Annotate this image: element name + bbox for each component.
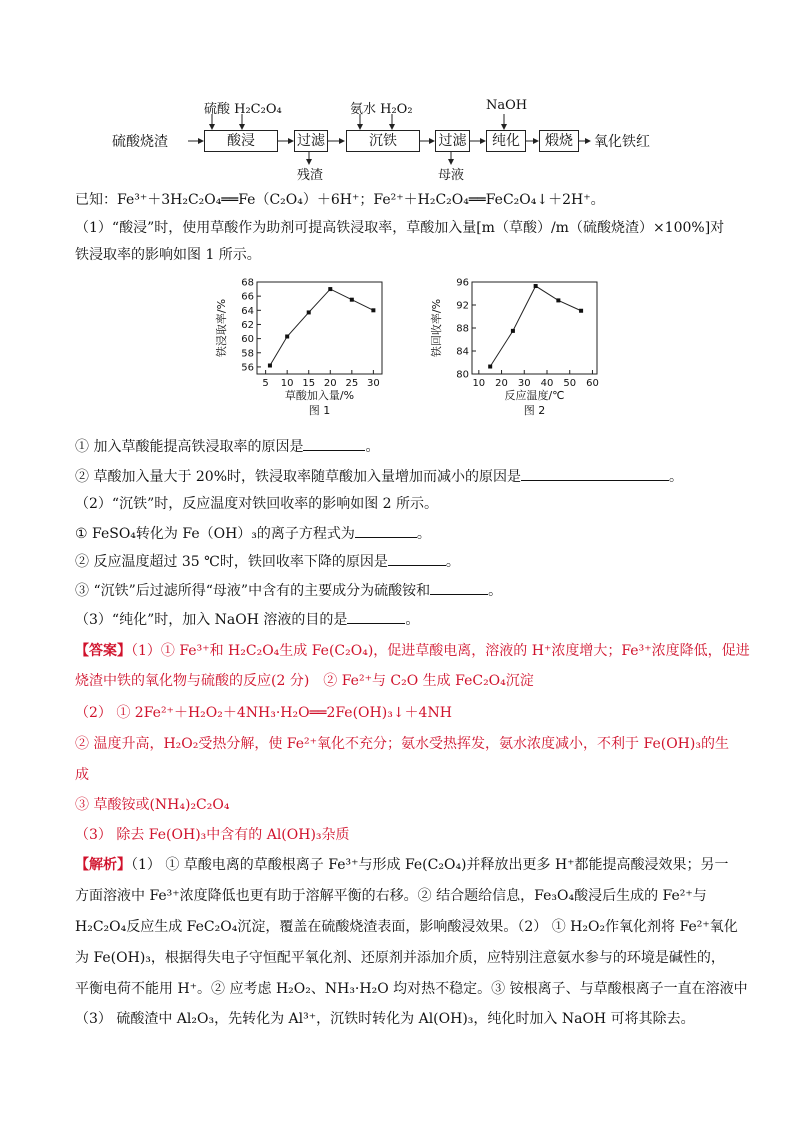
figure-caption: 图 2 [523, 404, 546, 417]
answer-line-6: ③ 草酸铵或(NH₄)₂C₂O₄ [75, 797, 230, 813]
y-tick-label: 92 [456, 300, 469, 312]
data-point [350, 298, 354, 302]
answer-line-4: ② 温度升高，H₂O₂受热分解，使 Fe²⁺氧化不充分；氨水受热挥发，氨水浓度减小，不利于 Fe(OH)₃的生 [75, 736, 729, 752]
flow-start-label: 硫酸烧渣 [112, 134, 168, 150]
x-tick-label: 10 [280, 378, 294, 389]
data-point [307, 310, 311, 314]
y-axis-label: 铁浸取率/% [215, 298, 228, 358]
flow-mother-liquor-label: 母液 [438, 168, 465, 183]
figure-2-svg [420, 272, 620, 427]
answer-line-2: 烧渣中铁的氧化物与硫酸的反应(2 分) ② Fe²⁺与 C₂O 生成 FeC₂O₄沉淀 [75, 673, 534, 689]
x-tick-label: 40 [540, 378, 554, 389]
q2-part-a [75, 523, 431, 544]
data-point [268, 364, 272, 368]
data-point [285, 334, 289, 338]
y-tick-label: 88 [456, 323, 469, 335]
y-tick-label: 96 [456, 277, 469, 289]
x-tick-label: 50 [563, 378, 577, 389]
y-tick-label: 58 [241, 348, 254, 360]
x-axis-label: 反应温度/℃ [504, 389, 565, 402]
q2-part-c-end: 。 [488, 583, 503, 599]
series-line [490, 286, 581, 367]
q1-part-b-end: 。 [669, 469, 684, 485]
flow-step-precipitate-iron: 沉铁 [346, 130, 420, 152]
q1-part-b-text: ② 草酸加入量大于 20%时，铁浸取率随草酸加入量增加而减小的原因是 [75, 469, 522, 485]
flow-reagent-ammonia: 氨水 H₂O₂ [350, 102, 413, 117]
x-tick-label: 30 [367, 378, 380, 389]
answer-text-1: （1）① Fe³⁺和 H₂C₂O₄生成 Fe(C₂O₄)，促进草酸电离，溶液的 H⁺浓度增大；Fe³⁺浓度降低，促进 [131, 643, 750, 659]
known-reactions: 已知：Fe³⁺＋3H₂C₂O₄══Fe（C₂O₄）＋6H⁺；Fe²⁺＋H₂C₂O₄══FeC₂O₄↓＋2H⁺。 [75, 192, 605, 208]
answer-blank[interactable] [303, 436, 365, 451]
flow-end-label: 氧化铁红 [594, 134, 650, 150]
flow-residue-label: 残渣 [297, 168, 324, 183]
y-axis-label: 铁回收率/% [430, 298, 443, 358]
data-point [556, 298, 560, 302]
y-tick-label: 66 [241, 291, 254, 303]
x-tick-label: 20 [495, 378, 508, 389]
figure-2-chart [420, 272, 620, 431]
y-tick-label: 56 [241, 362, 254, 374]
figure-caption: 图 1 [308, 404, 331, 417]
q2-intro: （2）“沉铁”时，反应温度对铁回收率的影响如图 2 所示。 [75, 496, 439, 512]
figure-1-chart [205, 272, 405, 431]
flow-step-purify: 纯化 [486, 130, 526, 152]
data-point [371, 308, 375, 312]
q2-part-a-text: ① FeSO₄转化为 Fe（OH）₃的离子方程式为 [75, 526, 355, 542]
flow-step-filter-1: 过滤 [294, 130, 328, 152]
x-tick-label: 15 [302, 378, 316, 389]
analysis-line-3: H₂C₂O₄反应生成 FeC₂O₄沉淀，覆盖在硫酸烧渣表面，影响酸浸效果。（2） ① H₂O₂作氧化剂将 Fe²⁺氧化 [75, 919, 738, 935]
flow-step-calcine: 煅烧 [539, 130, 579, 152]
q3 [75, 609, 419, 630]
q3-text: （3）“纯化”时，加入 NaOH 溶液的目的是 [75, 612, 348, 628]
y-tick-label: 68 [241, 277, 254, 289]
x-tick-label: 25 [345, 378, 359, 389]
x-tick-label: 30 [517, 378, 531, 389]
answer-blank[interactable] [521, 466, 669, 481]
q1-line-1: （1）“酸浸”时，使用草酸作为助剂可提高铁浸取率，草酸加入量[m（草酸）/m（硫酸烧渣）×100%]对 [75, 220, 725, 236]
answer-tag: 【答案】 [75, 643, 131, 659]
x-tick-label: 20 [323, 378, 337, 389]
flow-reagent-acid: 硫酸 H₂C₂O₄ [204, 102, 282, 117]
q2-part-b [75, 551, 460, 572]
q1-part-a-end: 。 [365, 439, 380, 455]
answer-blank[interactable] [388, 551, 446, 566]
process-flow-diagram [112, 96, 680, 186]
q1-part-a-text: ① 加入草酸能提高铁浸取率的原因是 [75, 439, 304, 455]
q2-part-a-end: 。 [416, 526, 431, 542]
y-tick-label: 64 [241, 305, 254, 317]
data-point [534, 284, 538, 288]
flow-step-acid-leach: 酸浸 [204, 130, 278, 152]
figure-1-svg [205, 272, 405, 427]
answer-blank[interactable] [430, 580, 488, 595]
data-point [579, 309, 583, 313]
y-tick-label: 80 [456, 369, 469, 381]
x-tick-label: 10 [472, 378, 486, 389]
y-tick-label: 84 [456, 346, 469, 358]
y-tick-label: 60 [241, 334, 254, 346]
q3-end: 。 [405, 612, 420, 628]
q2-part-c-text: ③ “沉铁”后过滤所得“母液”中含有的主要成分为硫酸铵和 [75, 583, 431, 599]
flow-reagent-naoh: NaOH [486, 98, 528, 113]
analysis-text-1: （1） ① 草酸电离的草酸根离子 Fe³⁺与形成 Fe(C₂O₄)并释放出更多 H⁺都能提高酸浸效果；另一 [131, 857, 729, 873]
answer-line-1 [75, 641, 750, 661]
q1-part-a [75, 436, 379, 457]
analysis-line-1 [75, 855, 729, 875]
q1-part-b [75, 466, 683, 487]
x-axis-label: 草酸加入量/% [284, 389, 355, 402]
analysis-tag: 【解析】 [75, 857, 131, 873]
q2-part-b-end: 。 [445, 554, 460, 570]
plot-frame [472, 282, 597, 374]
series-line [270, 289, 373, 365]
data-point [511, 329, 515, 333]
plot-frame [257, 282, 382, 374]
x-tick-label: 60 [586, 378, 599, 389]
answer-line-7: （3） 除去 Fe(OH)₃中含有的 Al(OH)₃杂质 [75, 827, 350, 843]
flow-step-filter-2: 过滤 [435, 130, 470, 152]
q2-part-c [75, 580, 502, 601]
x-tick-label: 5 [262, 378, 269, 389]
analysis-line-4: 为 Fe(OH)₃，根据得失电子守恒配平氧化剂、还原剂并添加介质，应特别注意氨水参与的环境是碱性的， [75, 950, 725, 966]
answer-line-3: （2） ① 2Fe²⁺＋H₂O₂＋4NH₃·H₂O══2Fe(OH)₃↓＋4NH [75, 705, 452, 721]
answer-blank[interactable] [347, 609, 405, 624]
answer-blank[interactable] [355, 523, 417, 538]
analysis-line-6: （3） 硫酸渣中 Al₂O₃，先转化为 Al³⁺，沉铁时转化为 Al(OH)₃，纯化时加入 NaOH 可将其除去。 [75, 1011, 695, 1027]
y-tick-label: 62 [241, 319, 254, 331]
q1-line-2: 铁浸取率的影响如图 1 所示。 [75, 247, 261, 263]
data-point [328, 287, 332, 291]
data-point [488, 365, 492, 369]
analysis-line-5: 平衡电荷不能用 H⁺。② 应考虑 H₂O₂、NH₃·H₂O 均对热不稳定。③ 铵根离子、与草酸根离子一直在溶液中 [75, 981, 748, 997]
answer-line-5: 成 [75, 767, 89, 783]
q2-part-b-text: ② 反应温度超过 35 ℃时，铁回收率下降的原因是 [75, 554, 388, 570]
analysis-line-2: 方面溶液中 Fe³⁺浓度降低也更有助于溶解平衡的右移。② 结合题给信息，Fe₃O₄酸浸后生成的 Fe²⁺与 [75, 888, 707, 904]
